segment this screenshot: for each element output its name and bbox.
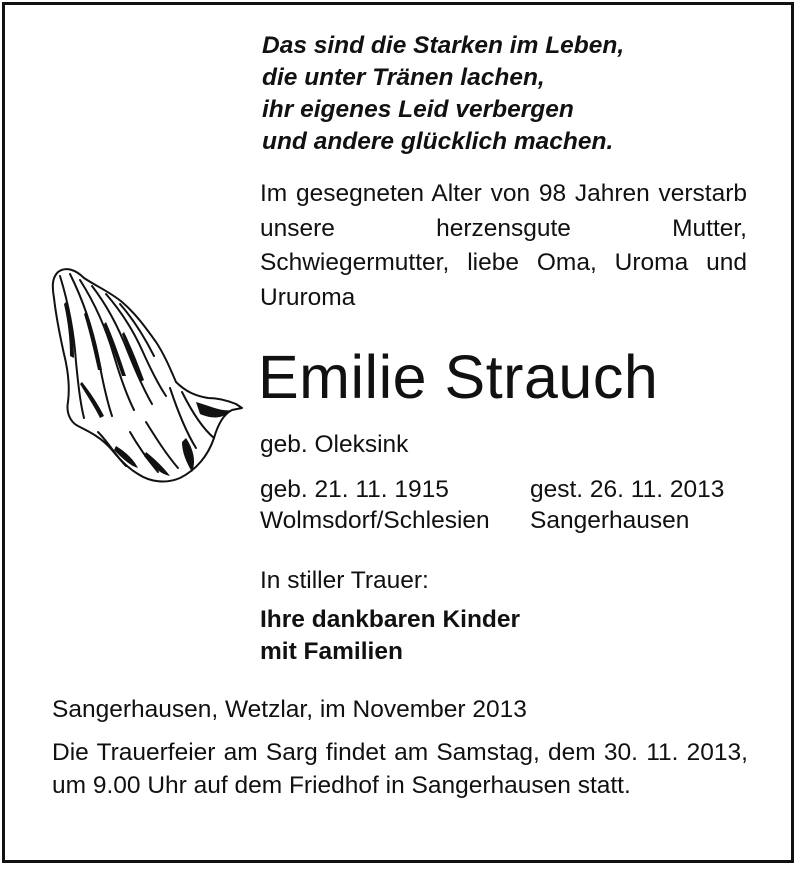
mourning-label: In stiller Trauer: [260,567,429,594]
place-date: Sangerhausen, Wetzlar, im November 2013 [52,696,527,723]
intro-text: Im gesegneten Alter von 98 Jahren verstarb unsere herzensgute Mutter, Schwiegermutter, liebe Oma, Uroma und Ururoma [260,180,747,311]
mourners [260,604,520,668]
mourners-line: Ihre dankbaren Kinder [260,606,521,633]
mourners-line: mit Familien [260,638,403,665]
poem-line: und andere glücklich machen. [262,128,614,155]
poem-line: ihr eigenes Leid verbergen [262,96,574,123]
maiden-name: geb. Oleksink [260,431,409,458]
poem-line: die unter Tränen lachen, [262,64,545,91]
birth-date: geb. 21. 11. 1915 [260,476,449,503]
death-date: gest. 26. 11. 2013 [530,476,725,503]
birth-info [260,474,490,536]
funeral-notice: Die Trauerfeier am Sarg findet am Samstag, dem 30. 11. 2013, um 9.00 Uhr auf dem Friedhof in Sangerhausen statt. [52,739,748,799]
death-info [530,474,724,536]
deceased-name: Emilie Strauch [258,343,659,411]
praying-hands-icon [46,262,246,487]
poem-line: Das sind die Starken im Leben, [262,32,625,59]
death-place: Sangerhausen [530,507,690,534]
birth-place: Wolmsdorf/Schlesien [260,507,490,534]
poem [262,30,624,158]
